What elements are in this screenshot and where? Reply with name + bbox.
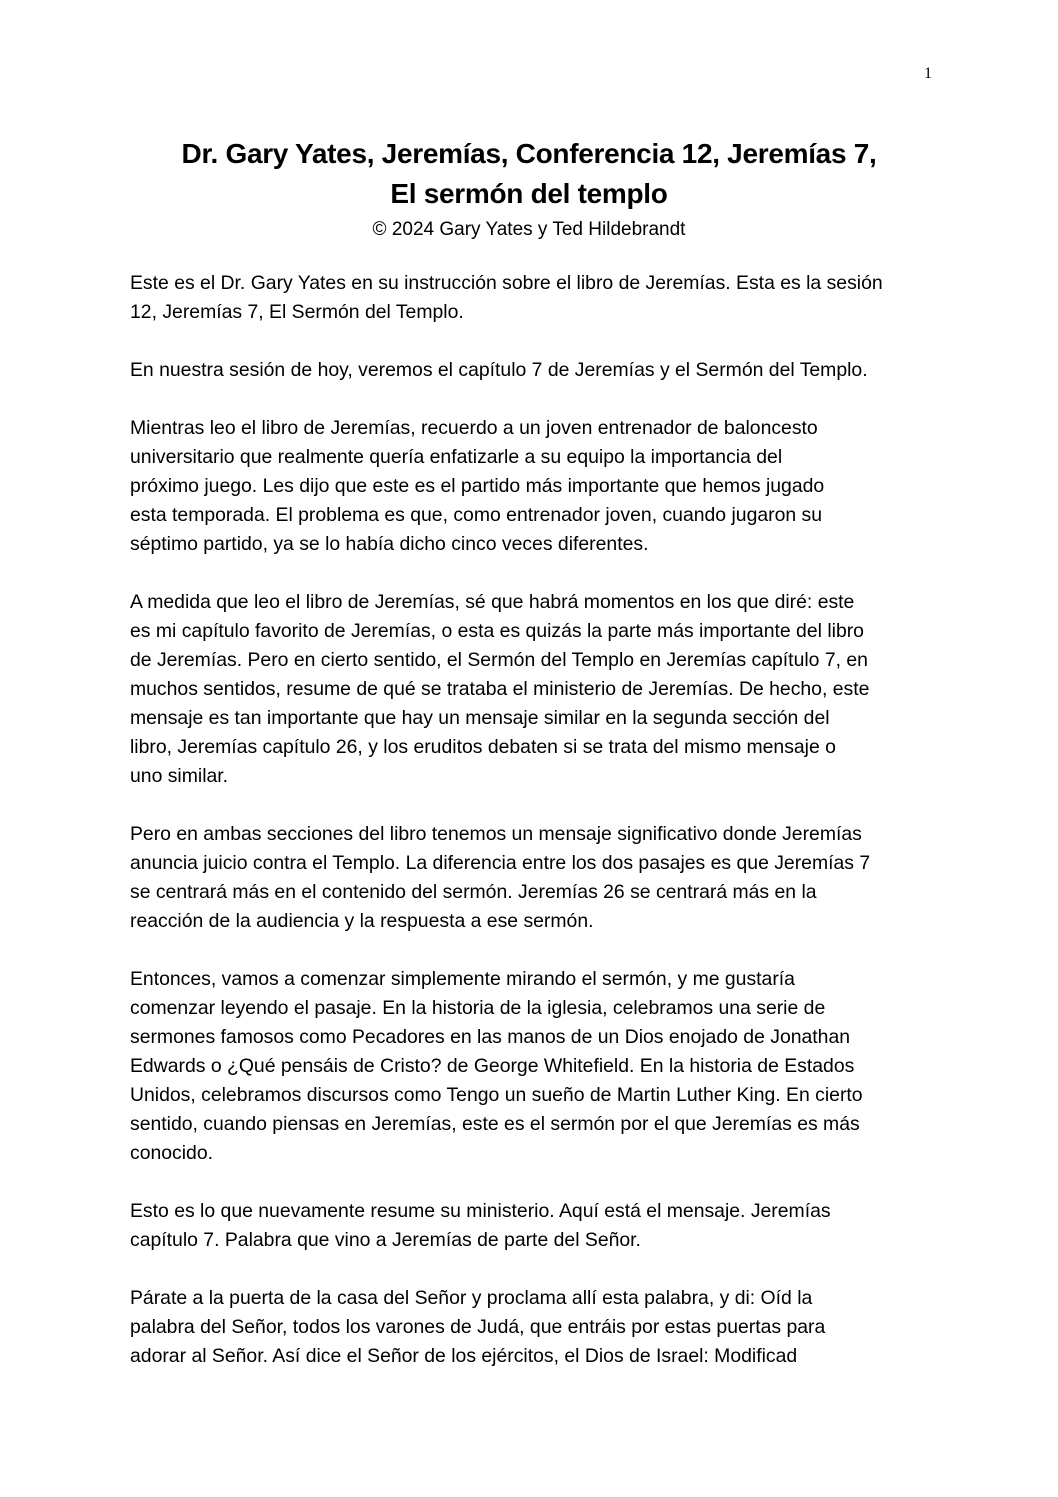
paragraph-line: Unidos, celebramos discursos como Tengo un sueño de Martin Luther King. En cierto [130, 1084, 863, 1106]
paragraph-line: Edwards o ¿Qué pensáis de Cristo? de George Whitefield. En la historia de Estados [130, 1055, 855, 1077]
paragraph-line: próximo juego. Les dijo que este es el partido más importante que hemos jugado [130, 475, 825, 497]
paragraph-line: 12, Jeremías 7, El Sermón del Templo. [130, 301, 464, 323]
paragraph-line: es mi capítulo favorito de Jeremías, o esta es quizás la parte más importante del libro [130, 620, 864, 642]
paragraph-line: adorar al Señor. Así dice el Señor de los ejércitos, el Dios de Israel: Modificad [130, 1345, 798, 1367]
paragraph-line: capítulo 7. Palabra que vino a Jeremías de parte del Señor. [130, 1229, 641, 1251]
paragraph-famous-sermons [130, 965, 930, 1168]
paragraph-line: muchos sentidos, resume de qué se trataba el ministerio de Jeremías. De hecho, este [130, 678, 870, 700]
copyright-notice: © 2024 Gary Yates y Ted Hildebrandt [372, 219, 686, 240]
paragraph-session-overview [130, 356, 930, 385]
paragraph-line: mensaje es tan importante que hay un mensaje similar en la segunda sección del [130, 707, 830, 729]
paragraph-line: séptimo partido, ya se lo había dicho cinco veces diferentes. [130, 533, 649, 555]
paragraph-line: palabra del Señor, todos los varones de Judá, que entráis por estas puertas para [130, 1316, 826, 1338]
paragraph-line: conocido. [130, 1142, 214, 1164]
paragraph-line: universitario que realmente quería enfatizarle a su equipo la importancia del [130, 446, 783, 468]
paragraph-line: comenzar leyendo el pasaje. En la historia de la iglesia, celebramos una serie de [130, 997, 826, 1019]
paragraph-line: se centrará más en el contenido del sermón. Jeremías 26 se centrará más en la [130, 881, 817, 903]
paragraph-line: reacción de la audiencia y la respuesta a ese sermón. [130, 910, 594, 932]
paragraph-line: Mientras leo el libro de Jeremías, recuerdo a un joven entrenador de baloncesto [130, 417, 818, 439]
paragraph-two-passages [130, 820, 930, 936]
paragraph-line: Este es el Dr. Gary Yates en su instrucción sobre el libro de Jeremías. Esta es la sesión [130, 272, 883, 294]
document-body [130, 269, 930, 1400]
paragraph-coach-anecdote [130, 414, 930, 559]
paragraph-line: libro, Jeremías capítulo 26, y los eruditos debaten si se trata del mismo mensaje o [130, 736, 836, 758]
document-title-line-2: El sermón del templo [390, 178, 668, 209]
paragraph-line: esta temporada. El problema es que, como entrenador joven, cuando jugaron su [130, 504, 823, 526]
paragraph-temple-sermon-importance [130, 588, 930, 791]
paragraph-message-intro [130, 1197, 930, 1255]
paragraph-intro [130, 269, 930, 327]
paragraph-scripture-quote [130, 1284, 930, 1371]
paragraph-line: sentido, cuando piensas en Jeremías, este es el sermón por el que Jeremías es más [130, 1113, 860, 1135]
paragraph-line: de Jeremías. Pero en cierto sentido, el Sermón del Templo en Jeremías capítulo 7, en [130, 649, 868, 671]
paragraph-line: En nuestra sesión de hoy, veremos el capítulo 7 de Jeremías y el Sermón del Templo. [130, 359, 868, 381]
document-header [110, 134, 948, 245]
paragraph-line: Esto es lo que nuevamente resume su ministerio. Aquí está el mensaje. Jeremías [130, 1200, 831, 1222]
page-number: 1 [924, 65, 932, 82]
paragraph-line: A medida que leo el libro de Jeremías, sé que habrá momentos en los que diré: este [130, 591, 855, 613]
paragraph-line: Entonces, vamos a comenzar simplemente mirando el sermón, y me gustaría [130, 968, 795, 990]
paragraph-line: Pero en ambas secciones del libro tenemos un mensaje significativo donde Jeremías [130, 823, 862, 845]
paragraph-line: sermones famosos como Pecadores en las manos de un Dios enojado de Jonathan [130, 1026, 851, 1048]
paragraph-line: uno similar. [130, 765, 229, 787]
paragraph-line: anuncia juicio contra el Templo. La diferencia entre los dos pasajes es que Jeremías 7 [130, 852, 871, 874]
document-title-line-1: Dr. Gary Yates, Jeremías, Conferencia 12, Jeremías 7, [181, 138, 877, 169]
paragraph-line: Párate a la puerta de la casa del Señor y proclama allí esta palabra, y di: Oíd la [130, 1287, 813, 1309]
